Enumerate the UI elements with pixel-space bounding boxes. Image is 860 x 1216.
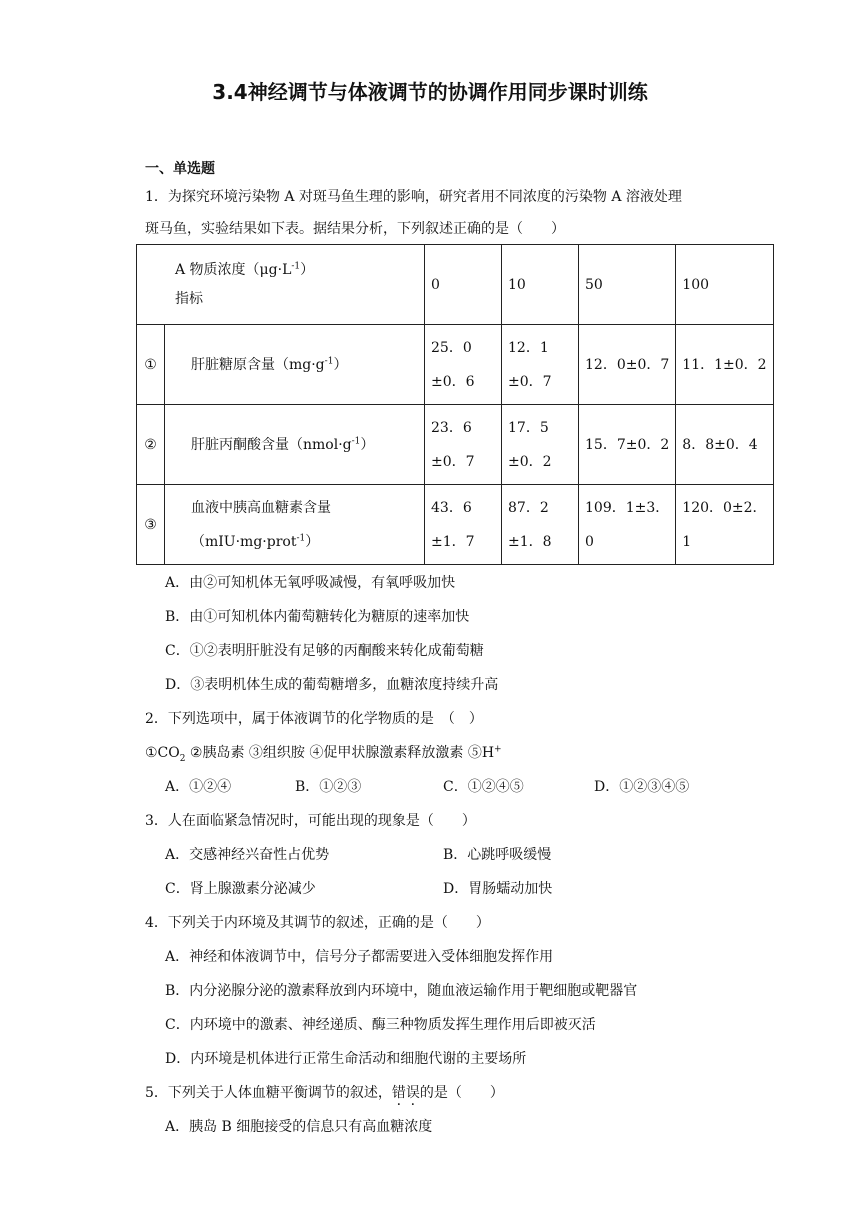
- row-label: 肝脏丙酮酸含量$(nmol\cdot g^{-1})$: [165, 405, 425, 485]
- q1-data-table: [136, 244, 774, 565]
- q1-option-c: C．①②表明肝脏没有足够的丙酮酸来转化成葡萄糖: [165, 643, 484, 659]
- q2-option-a: A．①②④: [165, 779, 232, 795]
- conc-0: 0: [425, 245, 502, 325]
- q4-stem: 4．下列关于内环境及其调节的叙述，正确的是（ ）: [145, 915, 490, 931]
- conc-50: 50: [579, 245, 676, 325]
- row-number: ③: [137, 485, 165, 565]
- section-heading: 一、单选题: [145, 161, 215, 177]
- header-indicator-label: 指标: [175, 290, 203, 307]
- row-number: ①: [137, 325, 165, 405]
- q1-option-a: A．由②可知机体无氧呼吸减慢，有氧呼吸加快: [165, 575, 456, 591]
- cell-value: 109．1±3．0: [579, 485, 676, 565]
- q5-option-a: A．胰岛 B 细胞接受的信息只有高血糖浓度: [165, 1119, 433, 1135]
- row-number: ②: [137, 405, 165, 485]
- row-label: 肝脏糖原含量$(mg\cdot g^{-1})$: [165, 325, 425, 405]
- cell-value: 8．8±0．4: [676, 405, 773, 485]
- cell-value: 23．6±0．7: [425, 405, 502, 485]
- q4-option-c: C．内环境中的激素、神经递质、酶三种物质发挥生理作用后即被灭活: [165, 1017, 596, 1033]
- q2-option-d: D．①②③④⑤: [594, 779, 690, 795]
- table-row: [137, 405, 774, 485]
- q3-option-a: A．交感神经兴奋性占优势: [165, 847, 330, 863]
- q3-option-b: B．心跳呼吸缓慢: [443, 847, 552, 863]
- table-row: [137, 485, 774, 565]
- q3-option-c: C．肾上腺激素分泌减少: [165, 881, 316, 897]
- q4-option-a: A．神经和体液调节中，信号分子都需要进入受体细胞发挥作用: [165, 949, 554, 965]
- cell-value: 87．2±1．8: [502, 485, 579, 565]
- cell-value: 12．1±0．7: [502, 325, 579, 405]
- q3-stem: 3．人在面临紧急情况时，可能出现的现象是（ ）: [145, 813, 476, 829]
- cell-value: 12．0±0．7: [579, 325, 676, 405]
- header-concentration-label: A 物质浓度$(\mu g\cdot L^{-1})$: [175, 260, 315, 278]
- emphasis-char: 误: [405, 1085, 420, 1101]
- table-header-cell: [137, 245, 425, 325]
- q1-option-b: B．由①可知机体内葡萄糖转化为糖原的速率加快: [165, 609, 470, 625]
- conc-10: 10: [502, 245, 579, 325]
- cell-value: 15．7±0．2: [579, 405, 676, 485]
- page-title: 3.4神经调节与体液调节的协调作用同步课时训练: [212, 80, 648, 104]
- q2-option-b: B．①②③: [295, 779, 362, 795]
- cell-value: 17．5±0．2: [502, 405, 579, 485]
- emphasis-char: 错: [391, 1085, 406, 1101]
- row-label: 血液中胰高血糖素含量 （mIU·mg·prot$^{-1}$）: [165, 485, 425, 565]
- q1-stem-line1: 1．为探究环境污染物 A 对斑马鱼生理的影响，研究者用不同浓度的污染物 A 溶液处理: [145, 189, 682, 205]
- q1-option-d: D．③表明机体生成的葡萄糖增多，血糖浓度持续升高: [165, 677, 499, 693]
- conc-100: 100: [676, 245, 773, 325]
- cell-value: 120．0±2．1: [676, 485, 773, 565]
- q5-stem: 5．下列关于人体血糖平衡调节的叙述，错误的是（ ）: [145, 1085, 504, 1101]
- cell-value: 11．1±0．2: [676, 325, 773, 405]
- q4-option-d: D．内环境是机体进行正常生命活动和细胞代谢的主要场所: [165, 1051, 527, 1067]
- cell-value: 43．6±1．7: [425, 485, 502, 565]
- q2-option-c: C．①②④⑤: [443, 779, 524, 795]
- q2-items: $①CO_2$ ②胰岛素 ③组织胺 ④促甲状腺激素释放激素 ⑤H+: [145, 744, 502, 764]
- q2-stem: 2．下列选项中，属于体液调节的化学物质的是 （ ）: [145, 711, 483, 727]
- q3-option-d: D．胃肠蠕动加快: [443, 881, 553, 897]
- q4-option-b: B．内分泌腺分泌的激素释放到内环境中，随血液运输作用于靶细胞或靶器官: [165, 983, 638, 999]
- table-row: [137, 325, 774, 405]
- q1-stem-line2: 斑马鱼，实验结果如下表。据结果分析，下列叙述正确的是（ ）: [145, 221, 565, 237]
- cell-value: 25．0±0．6: [425, 325, 502, 405]
- table-header-row: [137, 245, 774, 325]
